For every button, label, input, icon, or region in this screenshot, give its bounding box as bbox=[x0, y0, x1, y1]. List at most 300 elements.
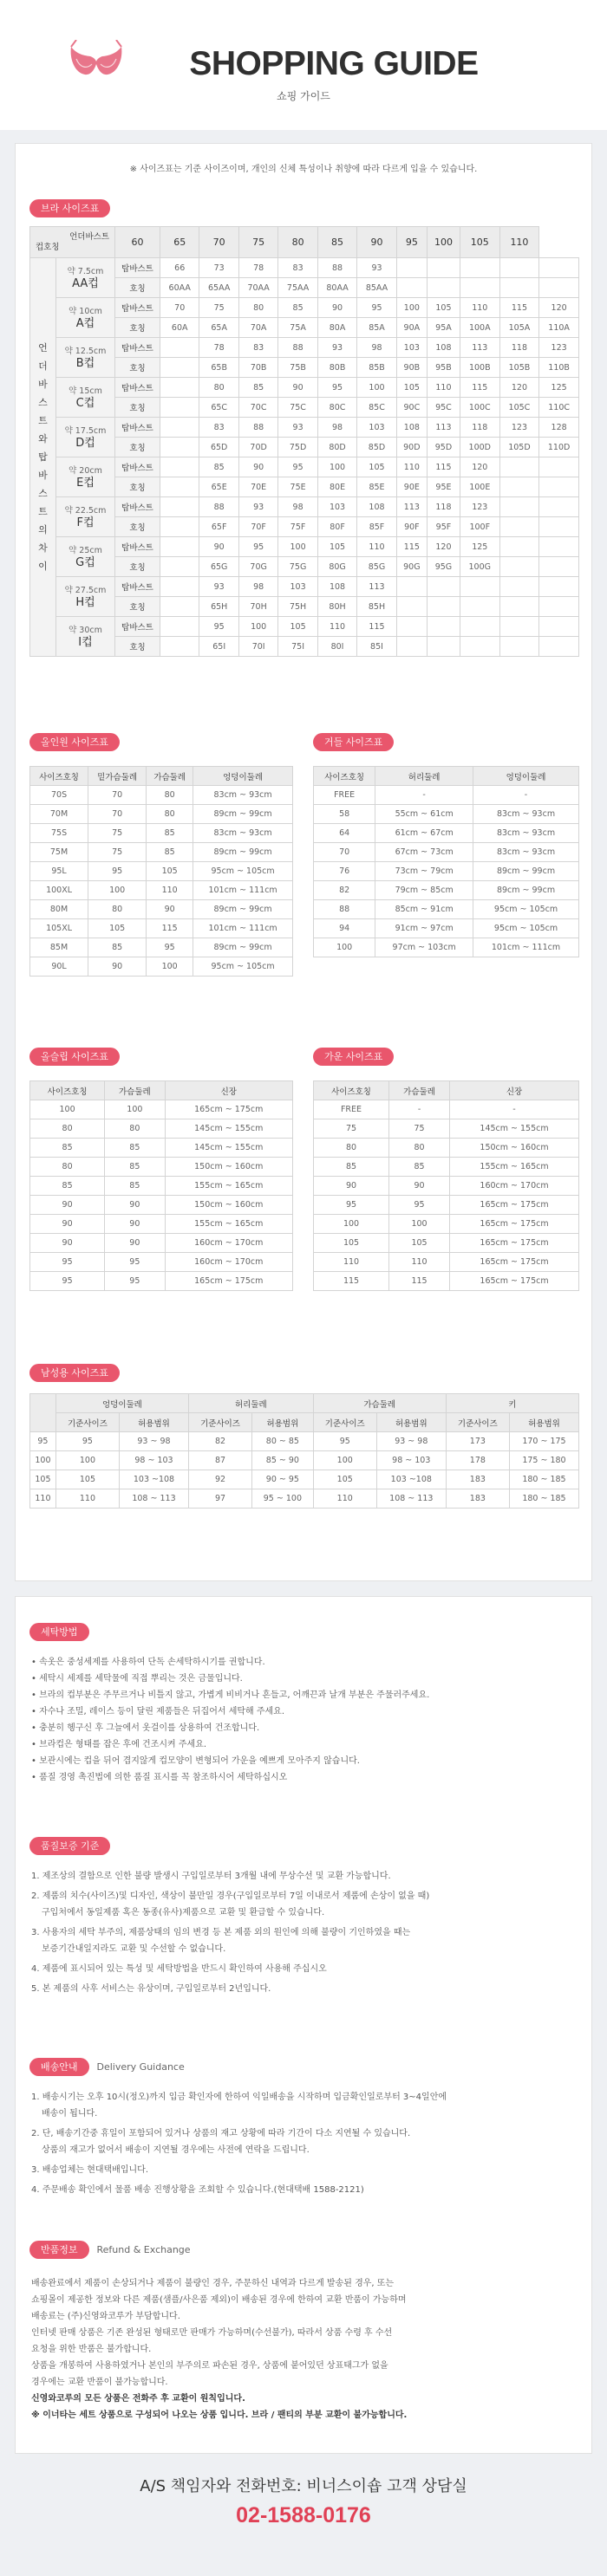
top-bust-cell bbox=[499, 258, 539, 278]
size-name-cell: 70A bbox=[238, 318, 277, 338]
delivery-line: 4. 주문배송 확인에서 물품 배송 진행상황을 조회할 수 있습니다.(현대택배 1588-2121) bbox=[31, 2185, 364, 2195]
corner-underbust-label: 언더바스트 bbox=[69, 232, 109, 242]
table-cell: 75S bbox=[30, 824, 88, 843]
column-header: 가슴둘레 bbox=[147, 767, 193, 786]
side-label-char: 바 bbox=[38, 470, 48, 481]
column-header: 신장 bbox=[165, 1081, 292, 1100]
refund-section-subtitle: Refund & Exchange bbox=[96, 2244, 191, 2255]
size-name-cell: 75C bbox=[278, 398, 317, 418]
size-name-cell: 105A bbox=[499, 318, 539, 338]
table-cell: 90 bbox=[105, 1196, 165, 1215]
size-name-cell: 100F bbox=[460, 517, 499, 537]
table-row bbox=[30, 1215, 293, 1234]
top-bust-cell: 103 bbox=[396, 338, 427, 358]
size-name-cell bbox=[460, 637, 499, 657]
underbust-header: 105 bbox=[460, 227, 499, 258]
table-cell: 92 bbox=[188, 1470, 251, 1489]
size-name-cell: 90B bbox=[396, 358, 427, 378]
size-name-cell: 65G bbox=[199, 557, 238, 577]
quality-item bbox=[31, 1924, 578, 1957]
table-row bbox=[30, 1177, 293, 1196]
column-header: 사이즈호칭 bbox=[314, 1081, 389, 1100]
size-name-cell bbox=[396, 597, 427, 617]
quality-line: 2. 제품의 치수(사이즈)및 디자인, 색상이 불만일 경우(구입일로부터 7일 이내로서 제품에 손상이 없을 때) bbox=[31, 1891, 430, 1901]
size-name-cell: 70E bbox=[238, 477, 277, 497]
quality-list bbox=[31, 1868, 578, 2001]
table-cell: 83cm ~ 93cm bbox=[193, 786, 293, 805]
size-name-cell bbox=[160, 557, 199, 577]
cup-label bbox=[56, 378, 115, 418]
table-cell: 80 bbox=[147, 786, 193, 805]
top-bust-cell: 98 bbox=[357, 338, 396, 358]
size-name-cell: 110C bbox=[539, 398, 579, 418]
size-name-cell: 75G bbox=[278, 557, 317, 577]
cup-label bbox=[56, 537, 115, 577]
size-name-cell: 110A bbox=[539, 318, 579, 338]
cup-diff: 약 10cm bbox=[69, 306, 102, 316]
top-bust-cell: 123 bbox=[499, 418, 539, 438]
sub-header: 허용범위 bbox=[252, 1413, 314, 1432]
size-name-cell: 85G bbox=[357, 557, 396, 577]
refund-line: 배송료는 (주)신영와코루가 부담합니다. bbox=[31, 2312, 180, 2321]
table-cell: 75 bbox=[389, 1119, 450, 1139]
size-name-cell: 75H bbox=[278, 597, 317, 617]
table-row bbox=[314, 1139, 579, 1158]
sub-header: 허용범위 bbox=[120, 1413, 189, 1432]
size-name-cell: 110B bbox=[539, 358, 579, 378]
top-bust-cell bbox=[396, 258, 427, 278]
size-name-cell: 70H bbox=[238, 597, 277, 617]
size-name-cell bbox=[539, 557, 579, 577]
size-name-cell bbox=[427, 278, 460, 298]
table-row bbox=[314, 786, 579, 805]
table-cell: 94 bbox=[314, 919, 375, 938]
cup-label bbox=[56, 418, 115, 457]
gown-section-header bbox=[313, 1048, 394, 1066]
table-row bbox=[30, 824, 293, 843]
table-row bbox=[30, 338, 579, 358]
footer bbox=[0, 2474, 607, 2528]
size-name-cell: 65D bbox=[199, 438, 238, 457]
top-bust-cell: 95 bbox=[278, 457, 317, 477]
wash-item: • 브라의 컵부분은 주무르거나 비틀지 않고, 가볍게 비비거나 흔들고, 어깨끈과 날개 부분은 주물러주세요. bbox=[31, 1690, 430, 1700]
size-name-cell bbox=[160, 517, 199, 537]
table-row bbox=[30, 258, 579, 278]
size-name-cell: 100E bbox=[460, 477, 499, 497]
refund-section-title: 반품정보 bbox=[29, 2241, 89, 2259]
size-name-cell: 65B bbox=[199, 358, 238, 378]
top-bust-cell: 88 bbox=[199, 497, 238, 517]
table-cell: 100 bbox=[147, 957, 193, 977]
table-row bbox=[30, 1489, 579, 1509]
size-name-cell: 70D bbox=[238, 438, 277, 457]
cup-name: F컵 bbox=[76, 516, 95, 529]
girdle-size-table bbox=[313, 766, 579, 957]
size-name-cell: 105C bbox=[499, 398, 539, 418]
delivery-line: 2. 단, 배송기간중 휴일이 포함되어 있거나 상품의 재고 상황에 따라 기간이 다소 지연될 수 있습니다. bbox=[31, 2129, 411, 2138]
table-cell: 90 bbox=[30, 1196, 105, 1215]
table-cell: 90 bbox=[105, 1234, 165, 1253]
men-section-header bbox=[29, 1364, 120, 1382]
sub-header: 허용범위 bbox=[509, 1413, 578, 1432]
top-bust-cell: 118 bbox=[499, 338, 539, 358]
table-cell: 61cm ~ 67cm bbox=[375, 824, 473, 843]
side-label-char: 바 bbox=[38, 379, 48, 390]
wash-item: • 속옷은 중성세제를 사용하여 단독 손세탁하시기를 권합니다. bbox=[31, 1658, 265, 1667]
table-cell: 100 bbox=[314, 938, 375, 957]
top-bust-cell: 103 bbox=[357, 418, 396, 438]
table-cell: 83cm ~ 93cm bbox=[473, 843, 579, 862]
underbust-header: 85 bbox=[317, 227, 356, 258]
table-cell: 110 bbox=[313, 1489, 376, 1509]
table-cell: 80 bbox=[389, 1139, 450, 1158]
table-cell: 95 bbox=[55, 1432, 119, 1451]
top-bust-cell: 90 bbox=[199, 537, 238, 557]
top-bust-cell: 125 bbox=[460, 537, 499, 557]
table-cell: 82 bbox=[314, 881, 375, 900]
table-cell: 105 bbox=[313, 1470, 376, 1489]
quality-line: 1. 제조상의 결함으로 인한 불량 발생시 구입일로부터 3개월 내에 무상수선 및 교환 가능합니다. bbox=[31, 1872, 391, 1881]
top-bust-cell: 83 bbox=[278, 258, 317, 278]
table-cell: 87 bbox=[188, 1451, 251, 1470]
table-cell: 80 bbox=[88, 900, 147, 919]
table-cell: 80 bbox=[314, 1139, 389, 1158]
top-bust-cell bbox=[160, 338, 199, 358]
table-cell: 165cm ~ 175cm bbox=[450, 1253, 579, 1272]
side-label-char: 와 bbox=[38, 433, 48, 444]
table-cell: 83cm ~ 93cm bbox=[193, 824, 293, 843]
size-name-cell: 80G bbox=[317, 557, 356, 577]
table-cell: 165cm ~ 175cm bbox=[450, 1234, 579, 1253]
cup-name: C컵 bbox=[75, 396, 95, 410]
men-size-table bbox=[29, 1393, 579, 1509]
top-bust-cell: 120 bbox=[427, 537, 460, 557]
top-bust-cell: 85 bbox=[199, 457, 238, 477]
group-header: 엉덩이둘레 bbox=[55, 1394, 188, 1413]
column-header: 밑가슴둘레 bbox=[88, 767, 147, 786]
table-cell: 155cm ~ 165cm bbox=[450, 1158, 579, 1177]
cup-label bbox=[56, 258, 115, 298]
refund-line: 경우에는 교환 반품이 불가능합니다. bbox=[31, 2378, 168, 2387]
top-bust-cell: 123 bbox=[539, 338, 579, 358]
top-bust-cell: 80 bbox=[238, 298, 277, 318]
table-row bbox=[314, 919, 579, 938]
size-name-cell: 85F bbox=[357, 517, 396, 537]
top-bust-cell: 105 bbox=[357, 457, 396, 477]
table-cell: 101cm ~ 111cm bbox=[473, 938, 579, 957]
gown-section-title: 가운 사이즈표 bbox=[313, 1048, 394, 1066]
top-bust-cell: 108 bbox=[317, 577, 356, 597]
top-bust-cell: 83 bbox=[238, 338, 277, 358]
onepiece-section-header bbox=[29, 733, 120, 751]
cup-diff: 약 15cm bbox=[69, 386, 102, 396]
table-row bbox=[314, 1119, 579, 1139]
underbust-header: 75 bbox=[238, 227, 277, 258]
size-name-cell: 105B bbox=[499, 358, 539, 378]
size-name-cell bbox=[539, 517, 579, 537]
delivery-item bbox=[31, 2162, 578, 2178]
side-label-char: 이 bbox=[38, 561, 48, 572]
table-cell: 95cm ~ 105cm bbox=[473, 919, 579, 938]
bra-table-corner bbox=[30, 227, 115, 258]
delivery-line: 3. 배송업체는 현대택배입니다. bbox=[31, 2165, 148, 2175]
table-row bbox=[30, 537, 579, 557]
table-cell: 91cm ~ 97cm bbox=[375, 919, 473, 938]
table-cell: 95 bbox=[314, 1196, 389, 1215]
top-bust-cell bbox=[539, 617, 579, 637]
table-cell: 70 bbox=[314, 843, 375, 862]
top-bust-cell: 93 bbox=[357, 258, 396, 278]
top-bust-cell: 88 bbox=[238, 418, 277, 438]
side-label-char: 트 bbox=[38, 415, 48, 426]
top-bust-cell: 105 bbox=[278, 617, 317, 637]
table-cell: 55cm ~ 61cm bbox=[375, 805, 473, 824]
side-label-char: 언 bbox=[38, 342, 48, 354]
table-cell: 160cm ~ 170cm bbox=[165, 1234, 292, 1253]
size-name-cell: 65E bbox=[199, 477, 238, 497]
table-cell: 100 bbox=[313, 1451, 376, 1470]
table-cell: 85 bbox=[88, 938, 147, 957]
top-bust-cell bbox=[160, 378, 199, 398]
size-name-cell: 60AA bbox=[160, 278, 199, 298]
top-bust-cell: 113 bbox=[357, 577, 396, 597]
table-cell: 80 bbox=[30, 1119, 105, 1139]
size-name-cell: 75F bbox=[278, 517, 317, 537]
table-cell: 101cm ~ 111cm bbox=[193, 919, 293, 938]
table-cell: 85 bbox=[147, 843, 193, 862]
wash-item: • 충분히 헹구신 후 그늘에서 옷걸이를 상용하여 건조합니다. bbox=[31, 1723, 260, 1733]
top-bust-cell: 90 bbox=[317, 298, 356, 318]
cup-label bbox=[56, 298, 115, 338]
top-bust-cell: 120 bbox=[539, 298, 579, 318]
cup-diff: 약 20cm bbox=[69, 465, 102, 476]
table-cell: 110 bbox=[55, 1489, 119, 1509]
top-bust-cell: 105 bbox=[427, 298, 460, 318]
delivery-line: 배송이 됩니다. bbox=[42, 2109, 98, 2119]
table-cell: 85 ~ 90 bbox=[252, 1451, 314, 1470]
top-bust-cell bbox=[396, 617, 427, 637]
table-cell: 98 ~ 103 bbox=[376, 1451, 446, 1470]
wash-section-header bbox=[29, 1623, 89, 1641]
top-bust-cell: 90 bbox=[238, 457, 277, 477]
table-cell: 89cm ~ 99cm bbox=[193, 843, 293, 862]
table-cell: 110 bbox=[314, 1253, 389, 1272]
size-name-cell: 80F bbox=[317, 517, 356, 537]
table-row bbox=[314, 1100, 579, 1119]
table-cell: 80 bbox=[105, 1119, 165, 1139]
table-cell: 108 ~ 113 bbox=[120, 1489, 189, 1509]
quality-line: 3. 사용자의 세탁 부주의, 제품상태의 임의 변경 등 본 제품 외의 원인에 의해 불량이 기인하였을 때는 bbox=[31, 1928, 411, 1937]
table-cell: 67cm ~ 73cm bbox=[375, 843, 473, 862]
table-cell: 100 bbox=[30, 1100, 105, 1119]
refund-line: ※ 이너타는 세트 상품으로 구성되어 나오는 상품 입니다. 브라 / 팬티의 부분 교환이 불가능합니다. bbox=[31, 2411, 408, 2420]
side-label-char: 트 bbox=[38, 506, 48, 517]
table-cell: 178 bbox=[446, 1451, 509, 1470]
size-name-cell: 105D bbox=[499, 438, 539, 457]
cup-diff: 약 7.5cm bbox=[67, 266, 104, 276]
underbust-header: 70 bbox=[199, 227, 238, 258]
wash-item: • 브라컵은 형태를 잡은 후에 건조시켜 주세요. bbox=[31, 1740, 207, 1749]
footer-phone[interactable]: 02-1588-0176 bbox=[236, 2503, 371, 2527]
table-cell: 183 bbox=[446, 1470, 509, 1489]
table-row bbox=[314, 1234, 579, 1253]
table-cell: 95 bbox=[30, 1253, 105, 1272]
column-header: 엉덩이둘레 bbox=[473, 767, 579, 786]
top-bust-cell: 100 bbox=[278, 537, 317, 557]
top-bust-cell: 118 bbox=[427, 497, 460, 517]
row-label-name: 호칭 bbox=[115, 557, 160, 577]
table-cell: 183 bbox=[446, 1489, 509, 1509]
delivery-line: 상품의 재고가 없어서 배송이 지연될 경우에는 사전에 연락을 드립니다. bbox=[42, 2145, 310, 2155]
men-section-title: 남성용 사이즈표 bbox=[29, 1364, 120, 1382]
size-name-cell bbox=[160, 597, 199, 617]
size-name-cell: 100B bbox=[460, 358, 499, 378]
cup-name: D컵 bbox=[75, 436, 95, 450]
table-cell: 100 bbox=[30, 1451, 56, 1470]
table-row bbox=[314, 900, 579, 919]
row-label-name: 호칭 bbox=[115, 318, 160, 338]
table-cell: FREE bbox=[314, 786, 375, 805]
table-row bbox=[30, 497, 579, 517]
size-name-cell bbox=[427, 637, 460, 657]
table-cell: 145cm ~ 155cm bbox=[450, 1119, 579, 1139]
top-bust-cell: 108 bbox=[396, 418, 427, 438]
table-cell: 85 bbox=[30, 1139, 105, 1158]
row-label-top: 탑바스트 bbox=[115, 258, 160, 278]
sub-header: 기준사이즈 bbox=[313, 1413, 376, 1432]
top-bust-cell: 70 bbox=[160, 298, 199, 318]
table-cell: 175 ~ 180 bbox=[509, 1451, 578, 1470]
refund-line: 상품을 개봉하여 사용하였거나 본인의 부주의로 파손된 경우, 상품에 붙어있던 상표태그가 없을 bbox=[31, 2361, 388, 2371]
table-cell: 110 bbox=[30, 1489, 56, 1509]
top-bust-cell: 100 bbox=[396, 298, 427, 318]
table-cell: 85 bbox=[105, 1158, 165, 1177]
slip-size-table bbox=[29, 1080, 293, 1291]
table-cell: 73cm ~ 79cm bbox=[375, 862, 473, 881]
cup-diff: 약 12.5cm bbox=[64, 346, 107, 356]
cup-label bbox=[56, 338, 115, 378]
size-name-cell: 60A bbox=[160, 318, 199, 338]
table-row bbox=[30, 881, 293, 900]
top-bust-cell: 128 bbox=[539, 418, 579, 438]
table-cell: 82 bbox=[188, 1432, 251, 1451]
delivery-section-header bbox=[29, 2058, 185, 2076]
size-name-cell: 75A bbox=[278, 318, 317, 338]
size-name-cell: 65I bbox=[199, 637, 238, 657]
top-bust-cell: 98 bbox=[278, 497, 317, 517]
table-cell: 160cm ~ 170cm bbox=[165, 1253, 292, 1272]
group-header: 가슴둘레 bbox=[313, 1394, 446, 1413]
quality-line: 4. 제품에 표시되어 있는 특성 및 세탁방법을 반드시 확인하여 사용해 주십시오 bbox=[31, 1964, 327, 1974]
size-name-cell: 85D bbox=[357, 438, 396, 457]
table-cell: 64 bbox=[314, 824, 375, 843]
table-cell: 105 bbox=[147, 862, 193, 881]
size-name-cell: 80I bbox=[317, 637, 356, 657]
size-name-cell: 85AA bbox=[357, 278, 396, 298]
table-cell: 70M bbox=[30, 805, 88, 824]
cup-diff: 약 17.5cm bbox=[64, 425, 107, 436]
table-cell: 100 bbox=[88, 881, 147, 900]
row-label-top: 탑바스트 bbox=[115, 378, 160, 398]
row-label-name: 호칭 bbox=[115, 398, 160, 418]
top-bust-cell bbox=[539, 497, 579, 517]
row-label-top: 탑바스트 bbox=[115, 537, 160, 557]
cup-name: B컵 bbox=[75, 356, 95, 370]
cup-name: I컵 bbox=[78, 635, 93, 649]
table-cell: 110 bbox=[147, 881, 193, 900]
top-bust-cell: 95 bbox=[357, 298, 396, 318]
table-cell: 85 bbox=[105, 1177, 165, 1196]
size-name-cell: 85B bbox=[357, 358, 396, 378]
size-name-cell bbox=[427, 597, 460, 617]
table-row bbox=[30, 862, 293, 881]
delivery-section-subtitle: Delivery Guidance bbox=[96, 2061, 185, 2073]
top-bust-cell bbox=[427, 258, 460, 278]
top-bust-cell: 90 bbox=[278, 378, 317, 398]
table-cell: 83cm ~ 93cm bbox=[473, 805, 579, 824]
cup-diff: 약 25cm bbox=[69, 545, 102, 555]
top-bust-cell bbox=[427, 577, 460, 597]
size-name-cell: 100D bbox=[460, 438, 499, 457]
table-row bbox=[30, 919, 293, 938]
size-name-cell: 65A bbox=[199, 318, 238, 338]
size-name-cell: 75AA bbox=[278, 278, 317, 298]
table-cell: 95 bbox=[389, 1196, 450, 1215]
page-subtitle: 쇼핑 가이드 bbox=[277, 90, 330, 102]
table-row bbox=[314, 1272, 579, 1291]
side-label-char: 차 bbox=[38, 542, 48, 554]
top-bust-cell: 100 bbox=[317, 457, 356, 477]
quality-line: 보증기간내일지라도 교환 및 수선할 수 없습니다. bbox=[42, 1944, 226, 1954]
cup-name: A컵 bbox=[75, 316, 95, 330]
size-name-cell bbox=[396, 637, 427, 657]
top-bust-cell: 95 bbox=[317, 378, 356, 398]
table-row bbox=[314, 805, 579, 824]
quality-item bbox=[31, 1981, 578, 1997]
refund-list bbox=[31, 2275, 586, 2424]
quality-item bbox=[31, 1868, 578, 1885]
top-bust-cell: 125 bbox=[539, 378, 579, 398]
cup-name: H컵 bbox=[75, 595, 95, 609]
table-cell: - bbox=[389, 1100, 450, 1119]
row-label-top: 탑바스트 bbox=[115, 497, 160, 517]
top-bust-cell bbox=[396, 577, 427, 597]
row-label-top: 탑바스트 bbox=[115, 577, 160, 597]
top-bust-cell: 75 bbox=[199, 298, 238, 318]
size-name-cell: 65AA bbox=[199, 278, 238, 298]
bra-section-title: 브라 사이즈표 bbox=[29, 199, 110, 217]
table-cell: 80M bbox=[30, 900, 88, 919]
side-label-char: 스 bbox=[38, 397, 48, 408]
underbust-header: 90 bbox=[357, 227, 396, 258]
top-bust-cell: 88 bbox=[317, 258, 356, 278]
underbust-header: 110 bbox=[499, 227, 539, 258]
top-bust-cell bbox=[539, 577, 579, 597]
table-cell: 145cm ~ 155cm bbox=[165, 1139, 292, 1158]
top-bust-cell bbox=[160, 418, 199, 438]
top-bust-cell: 115 bbox=[396, 537, 427, 557]
table-cell: 155cm ~ 165cm bbox=[165, 1215, 292, 1234]
table-cell: 97 bbox=[188, 1489, 251, 1509]
table-cell: 103 ~108 bbox=[376, 1470, 446, 1489]
underbust-header: 100 bbox=[427, 227, 460, 258]
refund-line: 요청을 위한 반품은 불가합니다. bbox=[31, 2345, 152, 2354]
side-label-char: 더 bbox=[38, 360, 48, 372]
size-name-cell: 80AA bbox=[317, 278, 356, 298]
column-header: 허리둘레 bbox=[375, 767, 473, 786]
refund-line: 신영와코루의 모든 상품은 전화주 후 교환이 원칙입니다. bbox=[31, 2394, 245, 2404]
wash-item: • 세탁시 세제를 세탁물에 직접 뿌리는 것은 금물입니다. bbox=[31, 1674, 243, 1684]
